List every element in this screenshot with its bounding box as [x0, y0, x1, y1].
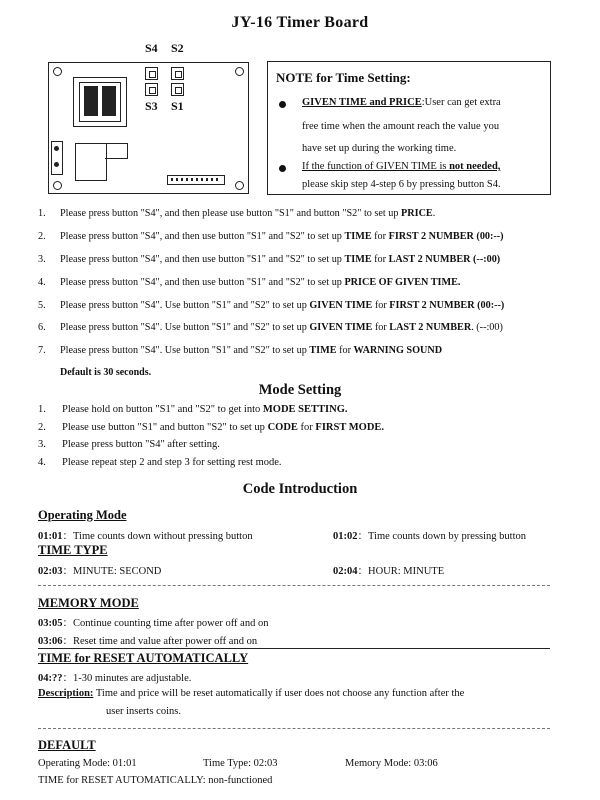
page-title: JY-16 Timer Board: [231, 14, 369, 31]
default-value: Memory Mode: 03:06: [345, 758, 438, 769]
note-line: free time when the amount reach the value you: [302, 121, 500, 132]
relay-body: [79, 82, 121, 122]
mode-step-text: Please repeat step 2 and step 3 for setting rest mode.: [62, 457, 282, 468]
description-row: user inserts coins.: [106, 706, 181, 717]
step-number: 4.: [38, 277, 46, 288]
mode-step-text: Please press button "S4" after setting.: [62, 439, 220, 450]
mode-heading: Mode Setting: [258, 382, 342, 398]
code-row: 03:05：Continue counting time after power off and on: [38, 618, 269, 629]
reset-title: TIME for RESET AUTOMATICALLY: [38, 651, 249, 665]
relay-coil: [102, 86, 116, 116]
terminal-block: [51, 141, 63, 175]
s4-button-icon: [145, 67, 158, 80]
s2-button-icon: [171, 67, 184, 80]
mode-step-number: 2.: [38, 422, 46, 433]
bullet-icon: [279, 165, 286, 172]
code-row: 03:06：Reset time and value after power off and on: [38, 636, 258, 647]
pin-header: [167, 175, 225, 185]
step-number: 6.: [38, 322, 46, 333]
operating-mode-title: Operating Mode: [38, 508, 127, 522]
relay-coil: [84, 86, 98, 116]
default-value: Operating Mode: 01:01: [38, 758, 137, 769]
note-line: please skip step 4-step 6 by pressing button S4.: [302, 179, 501, 190]
step-text: Please press button "S4". Use button "S1" and "S2" to set up TIME for WARNING SOUND: [60, 345, 443, 356]
step-text: Please press button "S4", and then use button "S1" and "S2" to set up PRICE OF GIVEN TIME.: [60, 277, 461, 288]
note-line: [302, 161, 500, 172]
code-row: 02:03：MINUTE: SECOND: [38, 566, 162, 577]
terminal-screw-icon: [54, 162, 59, 167]
chip-tab: [105, 143, 128, 159]
mount-hole-icon: [235, 67, 244, 76]
mount-hole-icon: [53, 67, 62, 76]
step-text: Please press button "S4". Use button "S1" and "S2" to set up GIVEN TIME for LAST 2 NUMBER. (--:00): [60, 322, 503, 333]
mode-step-number: 3.: [38, 439, 46, 450]
time-type-title: TIME TYPE: [38, 543, 108, 557]
s1-button-icon: [171, 83, 184, 96]
bullet-icon: [279, 101, 286, 108]
note-b2-head: If the function of GIVEN TIME is: [302, 161, 450, 172]
step-number: 1.: [38, 208, 46, 219]
note-line: [302, 97, 501, 108]
code-row: 01:02：Time counts down by pressing button: [333, 531, 526, 542]
step-number: 2.: [38, 231, 46, 242]
step-text: Please press button "S4", and then use button "S1" and "S2" to set up TIME for FIRST 2 NUMBER (00:--): [60, 231, 504, 242]
code-heading: Code Introduction: [242, 481, 358, 497]
s3-label: S3: [145, 99, 158, 113]
step-number: 7.: [38, 345, 46, 356]
s2-label: S2: [171, 41, 184, 55]
default-value: TIME for RESET AUTOMATICALLY: non-functioned: [38, 775, 273, 786]
relay-outline: [73, 77, 127, 127]
s3-button-icon: [145, 83, 158, 96]
note-b2-bold: not needed,: [449, 161, 501, 172]
note-b1-rest: :User can get extra: [421, 97, 501, 108]
note-box: [267, 61, 551, 195]
step-text: Please press button "S4". Use button "S1" and "S2" to set up GIVEN TIME for FIRST 2 NUMBER (00:--): [60, 300, 505, 311]
step-text: Please press button "S4", and then use button "S1" and "S2" to set up TIME for LAST 2 NUMBER (--:00): [60, 254, 501, 265]
code-row: 02:04：HOUR: MINUTE: [333, 566, 445, 577]
chip-outline: [75, 143, 107, 181]
description-row: Description: Time and price will be reset automatically if user does not choose any function after the: [38, 688, 465, 699]
s4-label: S4: [145, 41, 158, 55]
default-title: DEFAULT: [38, 738, 96, 752]
code-row: 01:01：Time counts down without pressing button: [38, 531, 253, 542]
step-text: Please press button "S4", and then please use button "S1" and button "S2" to set up PRICE.: [60, 208, 436, 219]
terminal-screw-icon: [54, 146, 59, 151]
s1-label: S1: [171, 99, 184, 113]
note-line: have set up during the working time.: [302, 143, 457, 154]
note-b1-head: GIVEN TIME and PRICE: [302, 97, 422, 108]
step-number: 5.: [38, 300, 46, 311]
default-note: Default is 30 seconds.: [60, 367, 152, 378]
mount-hole-icon: [53, 181, 62, 190]
memory-mode-title: MEMORY MODE: [38, 596, 139, 610]
circuit-board: [48, 62, 249, 194]
mode-step-number: 1.: [38, 404, 46, 415]
code-row: 04:??：1-30 minutes are adjustable.: [38, 673, 192, 684]
mode-step-text: Please hold on button "S1" and "S2" to get into MODE SETTING.: [62, 404, 348, 415]
solid-divider: [38, 648, 550, 649]
step-number: 3.: [38, 254, 46, 265]
pin-header-pins: [171, 178, 221, 181]
default-value: Time Type: 02:03: [203, 758, 278, 769]
dashed-divider: [38, 585, 550, 586]
mount-hole-icon: [235, 181, 244, 190]
mode-step-number: 4.: [38, 457, 46, 468]
dashed-divider: [38, 728, 550, 729]
note-title: NOTE for Time Setting:: [276, 70, 411, 85]
mode-step-text: Please use button "S1" and button "S2" to set up CODE for FIRST MODE.: [62, 422, 385, 433]
